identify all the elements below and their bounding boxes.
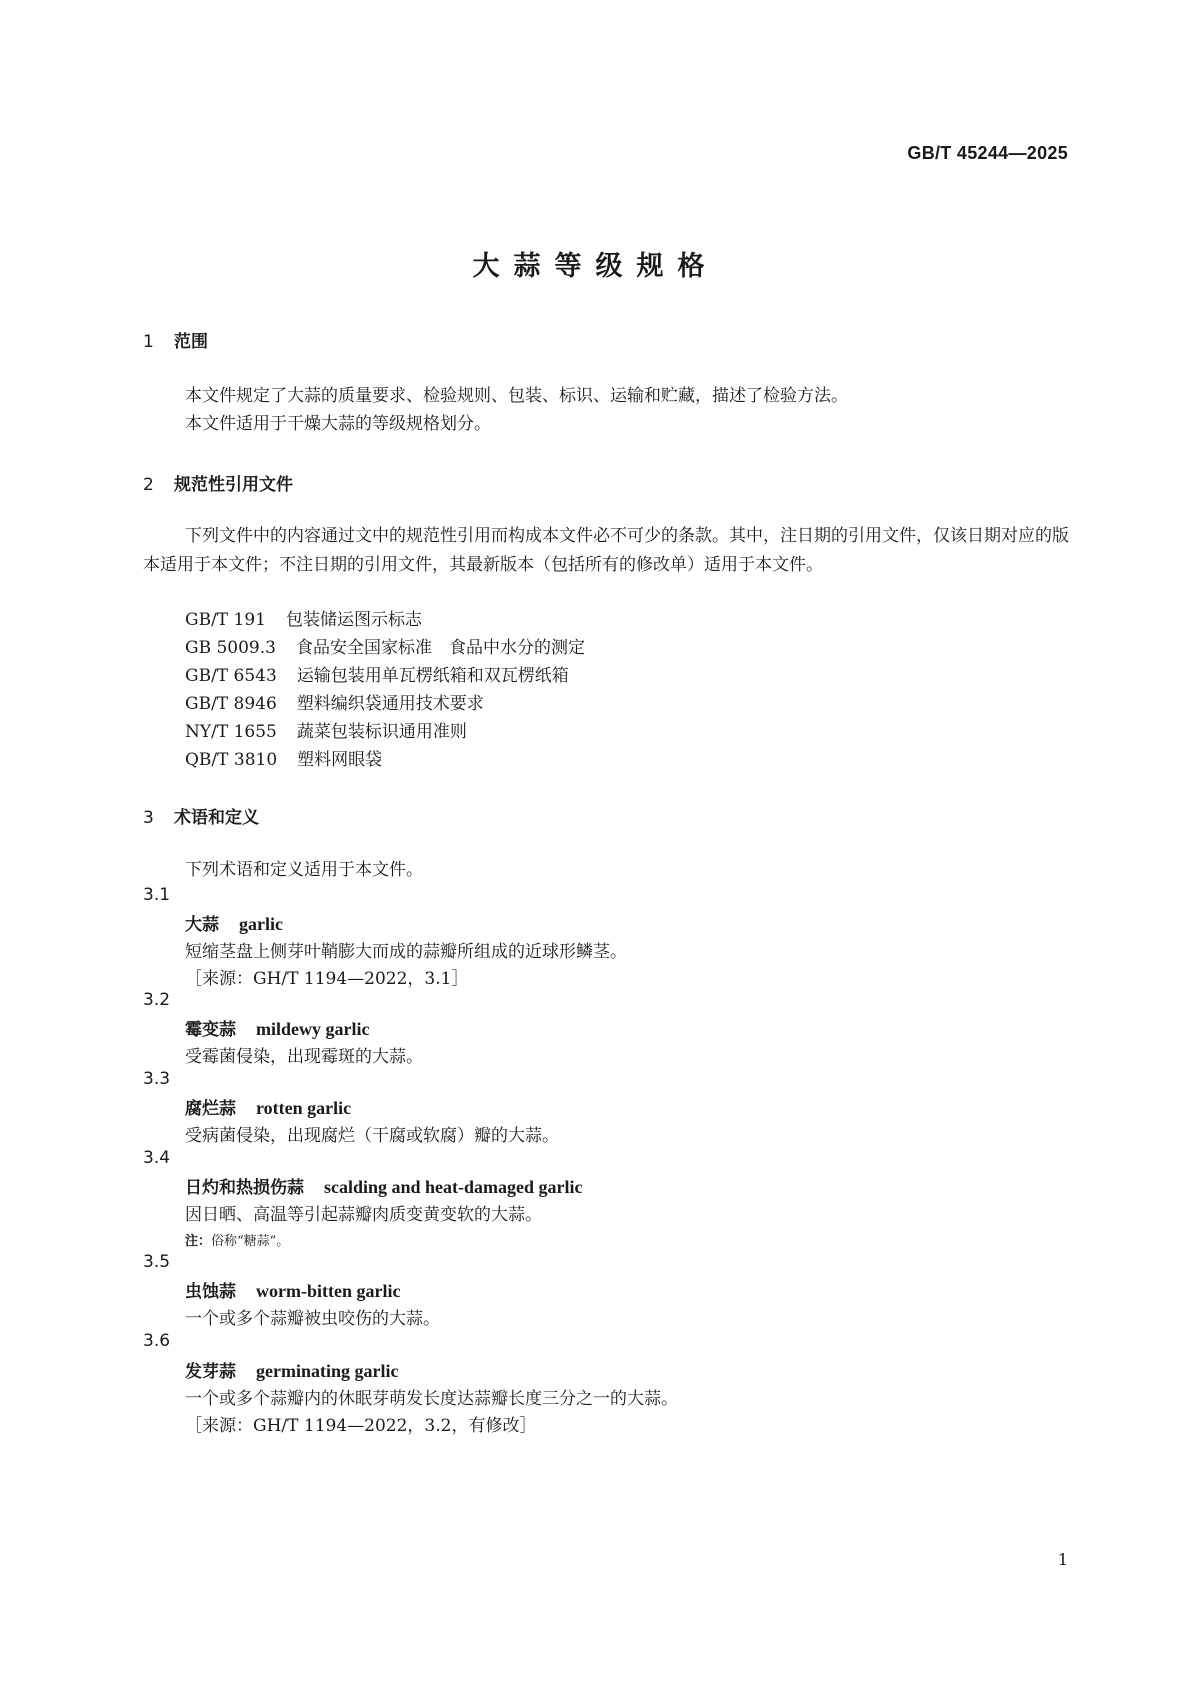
note-text: 俗称“糖蒜”。	[211, 1234, 290, 1249]
term-en: scalding and heat-damaged garlic	[324, 1177, 583, 1197]
term-en: rotten garlic	[256, 1098, 352, 1118]
term-cn: 虫蚀蒜	[185, 1282, 236, 1302]
term-heading	[185, 1173, 583, 1198]
term-heading	[185, 1094, 351, 1119]
section-number: 3	[143, 808, 154, 828]
reference-item	[185, 718, 467, 747]
term-number: 3.1	[143, 885, 171, 905]
term-cn: 大蒜	[185, 915, 219, 935]
paragraph: 下列文件中的内容通过文中的规范性引用而构成本文件必不可少的条款。其中，注日期的引用文件，仅该日期对应的版本适用于本文件；不注日期的引用文件，其最新版本（包括所有的修改单）适用于本文件。	[143, 526, 1069, 575]
reference-code: NY/T 1655	[185, 722, 277, 742]
note-label: 注：	[185, 1234, 212, 1249]
term-definition: 受霉菌侵染，出现霉斑的大蒜。	[185, 1047, 423, 1067]
reference-code: QB/T 3810	[185, 750, 278, 770]
reference-title: 塑料编织袋通用技术要求	[296, 694, 484, 714]
term-en: garlic	[239, 914, 283, 934]
reference-title: 塑料网眼袋	[297, 750, 383, 770]
reference-title: 蔬菜包装标识通用准则	[296, 722, 467, 742]
term-number: 3.4	[143, 1148, 171, 1168]
term-en: mildewy garlic	[256, 1019, 370, 1039]
term-definition: 受病菌侵染，出现腐烂（干腐或软腐）瓣的大蒜。	[185, 1126, 559, 1146]
reference-item	[185, 634, 585, 663]
paragraph: 下列术语和定义适用于本文件。	[185, 860, 423, 880]
term-heading	[185, 1015, 369, 1040]
reference-item	[185, 662, 569, 691]
term-definition: 短缩茎盘上侧芽叶鞘膨大而成的蒜瓣所组成的近球形鳞茎。	[185, 942, 627, 962]
term-heading	[185, 910, 283, 935]
reference-code: GB/T 191	[185, 610, 266, 630]
term-cn: 发芽蒜	[185, 1362, 236, 1382]
reference-code: GB/T 8946	[185, 694, 277, 714]
reference-item	[185, 746, 382, 775]
reference-code: GB 5009.3	[185, 638, 276, 658]
section-2-heading	[143, 470, 293, 495]
term-number: 3.2	[143, 990, 171, 1010]
standard-code: GB/T 45244—2025	[907, 143, 1068, 163]
term-note	[185, 1230, 289, 1249]
term-en: worm-bitten garlic	[256, 1281, 401, 1301]
term-heading	[185, 1277, 400, 1302]
reference-item	[185, 606, 422, 635]
term-number: 3.3	[143, 1069, 171, 1089]
term-cn: 腐烂蒜	[185, 1099, 236, 1119]
section-number: 1	[143, 332, 154, 352]
page-number: 1	[1057, 1550, 1068, 1569]
term-en: germinating garlic	[256, 1361, 399, 1381]
section-title: 术语和定义	[174, 808, 259, 828]
term-definition: 因日晒、高温等引起蒜瓣肉质变黄变软的大蒜。	[185, 1205, 542, 1225]
paragraph: 本文件适用于干燥大蒜的等级规格划分。	[185, 414, 491, 434]
term-source: ［来源：GH/T 1194—2022，3.1］	[185, 969, 469, 989]
section-1-heading	[143, 327, 208, 352]
section-3-heading	[143, 803, 259, 828]
section-number: 2	[143, 475, 154, 495]
term-source: ［来源：GH/T 1194—2022，3.2，有修改］	[185, 1416, 537, 1436]
term-number: 3.6	[143, 1331, 171, 1351]
term-cn: 日灼和热损伤蒜	[185, 1178, 304, 1198]
term-number: 3.5	[143, 1252, 171, 1272]
document-title: 大蒜等级规格	[472, 251, 719, 282]
reference-title: 运输包装用单瓦楞纸箱和双瓦楞纸箱	[296, 666, 569, 686]
paragraph: 本文件规定了大蒜的质量要求、检验规则、包装、标识、运输和贮藏，描述了检验方法。	[185, 386, 848, 406]
term-heading	[185, 1357, 398, 1382]
reference-title: 食品安全国家标准 食品中水分的测定	[295, 638, 585, 658]
reference-item	[185, 690, 484, 719]
reference-code: GB/T 6543	[185, 666, 277, 686]
section-title: 规范性引用文件	[174, 475, 293, 495]
reference-title: 包装储运图示标志	[286, 610, 422, 630]
term-definition: 一个或多个蒜瓣内的休眠芽萌发长度达蒜瓣长度三分之一的大蒜。	[185, 1389, 678, 1409]
term-cn: 霉变蒜	[185, 1020, 236, 1040]
section-title: 范围	[174, 332, 208, 352]
term-definition: 一个或多个蒜瓣被虫咬伤的大蒜。	[185, 1309, 440, 1329]
